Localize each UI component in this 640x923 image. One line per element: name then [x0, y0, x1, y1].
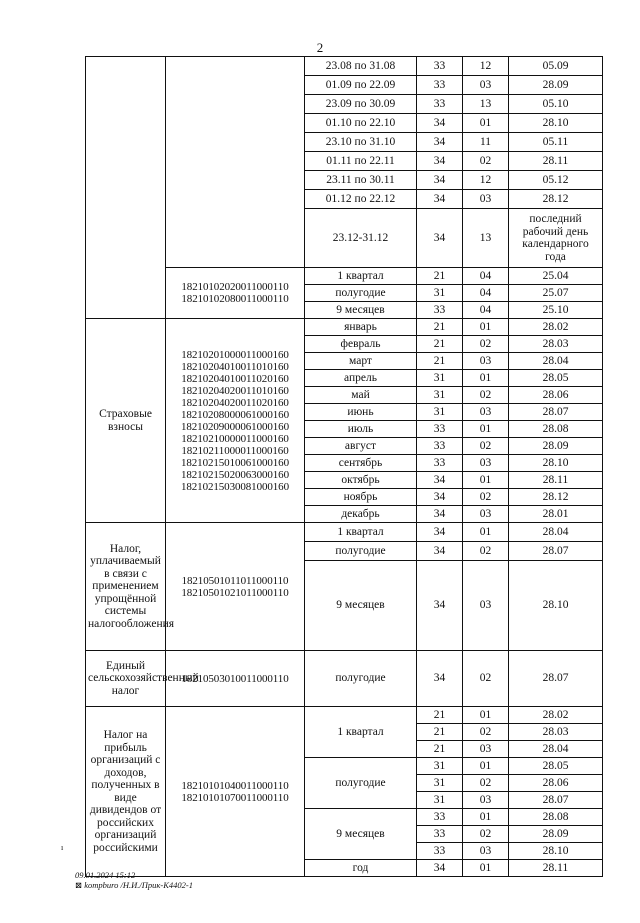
period-cell: 9 месяцев: [305, 809, 417, 860]
code-a-cell: 34: [417, 209, 463, 268]
deadline-cell: 28.09: [509, 76, 603, 95]
code-b-cell: 02: [463, 438, 509, 455]
period-cell: 1 квартал: [305, 523, 417, 542]
deadline-cell: 28.11: [509, 860, 603, 877]
deadline-cell: 28.11: [509, 152, 603, 171]
period-cell: 23.10 по 31.10: [305, 133, 417, 152]
code-a-cell: 31: [417, 775, 463, 792]
code-a-cell: 34: [417, 506, 463, 523]
period-cell: июнь: [305, 404, 417, 421]
kbk-code: 18210215030081000160: [180, 480, 289, 493]
code-a-cell: 34: [417, 523, 463, 542]
code-b-cell: 02: [463, 775, 509, 792]
period-cell: сентябрь: [305, 455, 417, 472]
table-row: [86, 707, 603, 724]
tax-name-cell: Налог на прибыль организаций с доходов, полученных в виде дивидендов от российских организаций российскими: [86, 707, 166, 877]
period-cell: октябрь: [305, 472, 417, 489]
code-a-cell: 33: [417, 843, 463, 860]
deadline-cell: 25.07: [509, 285, 603, 302]
code-a-cell: 34: [417, 190, 463, 209]
period-cell: 9 месяцев: [305, 561, 417, 651]
code-a-cell: 34: [417, 651, 463, 707]
code-b-cell: 03: [463, 455, 509, 472]
code-b-cell: 12: [463, 57, 509, 76]
table-row: [86, 523, 603, 542]
code-b-cell: 01: [463, 809, 509, 826]
code-b-cell: 03: [463, 792, 509, 809]
code-b-cell: 03: [463, 561, 509, 651]
kbk-code: 18210101040011000110: [181, 779, 289, 792]
code-b-cell: 03: [463, 843, 509, 860]
code-b-cell: 01: [463, 319, 509, 336]
period-cell: май: [305, 387, 417, 404]
deadline-cell: 28.06: [509, 775, 603, 792]
period-cell: 23.11 по 30.11: [305, 171, 417, 190]
deadline-cell: 28.12: [509, 190, 603, 209]
code-b-cell: 03: [463, 506, 509, 523]
deadline-cell: 28.12: [509, 489, 603, 506]
code-b-cell: 03: [463, 76, 509, 95]
code-a-cell: 21: [417, 741, 463, 758]
deadline-cell: 25.04: [509, 268, 603, 285]
period-cell: август: [305, 438, 417, 455]
code-b-cell: 04: [463, 302, 509, 319]
deadline-cell: 28.10: [509, 114, 603, 133]
deadline-cell: 28.10: [509, 843, 603, 860]
period-cell: полугодие: [305, 758, 417, 809]
deadline-cell: 05.11: [509, 133, 603, 152]
code-a-cell: 31: [417, 370, 463, 387]
code-b-cell: 03: [463, 190, 509, 209]
deadline-cell: 28.11: [509, 472, 603, 489]
deadline-cell: 28.02: [509, 707, 603, 724]
kbk-code: 18210204010011020160: [181, 372, 289, 385]
period-cell: март: [305, 353, 417, 370]
kbk-cell: [166, 651, 305, 707]
code-a-cell: 33: [417, 826, 463, 843]
kbk-code: 18210211000011000160: [181, 444, 289, 457]
code-a-cell: 33: [417, 95, 463, 114]
code-b-cell: 11: [463, 133, 509, 152]
code-a-cell: 33: [417, 455, 463, 472]
code-a-cell: 21: [417, 268, 463, 285]
code-a-cell: 34: [417, 133, 463, 152]
code-a-cell: 33: [417, 57, 463, 76]
code-a-cell: 34: [417, 860, 463, 877]
code-a-cell: 34: [417, 489, 463, 506]
code-b-cell: 02: [463, 336, 509, 353]
deadline-cell: 28.03: [509, 724, 603, 741]
page-number: 2: [316, 40, 324, 55]
footer-document-id: ⊠ kompburo /Н.И./Прик-К4402-1: [75, 880, 193, 890]
period-cell: 23.08 по 31.08: [305, 57, 417, 76]
kbk-cell: [166, 707, 305, 877]
code-a-cell: 34: [417, 152, 463, 171]
period-cell: ноябрь: [305, 489, 417, 506]
code-b-cell: 02: [463, 542, 509, 561]
code-b-cell: 02: [463, 387, 509, 404]
code-b-cell: 01: [463, 523, 509, 542]
code-b-cell: 01: [463, 472, 509, 489]
code-b-cell: 02: [463, 651, 509, 707]
code-b-cell: 13: [463, 209, 509, 268]
kbk-code: 18210501011011000110: [181, 574, 289, 587]
period-cell: полугодие: [305, 542, 417, 561]
period-cell: год: [305, 860, 417, 877]
table-row: [86, 651, 603, 707]
deadline-cell: 28.07: [509, 404, 603, 421]
period-cell: 9 месяцев: [305, 302, 417, 319]
code-a-cell: 21: [417, 336, 463, 353]
margin-mark: ı: [61, 843, 64, 852]
period-cell: декабрь: [305, 506, 417, 523]
code-a-cell: 34: [417, 561, 463, 651]
deadline-cell: 28.08: [509, 809, 603, 826]
code-a-cell: 33: [417, 438, 463, 455]
period-cell: 01.10 по 22.10: [305, 114, 417, 133]
deadline-cell: 05.09: [509, 57, 603, 76]
period-cell: апрель: [305, 370, 417, 387]
period-cell: 1 квартал: [305, 707, 417, 758]
kbk-code: 18210208000061000160: [180, 408, 289, 421]
deadline-cell: 28.10: [509, 455, 603, 472]
code-b-cell: 01: [463, 860, 509, 877]
deadline-cell: 28.10: [509, 561, 603, 651]
code-b-cell: 12: [463, 171, 509, 190]
code-a-cell: 34: [417, 114, 463, 133]
deadline-cell: последний рабочий день календарного года: [509, 209, 603, 268]
kbk-code: 18210102080011000110: [181, 293, 289, 305]
kbk-cell: [166, 57, 305, 268]
code-a-cell: 33: [417, 809, 463, 826]
code-a-cell: 31: [417, 285, 463, 302]
kbk-code: 18210209000061000160: [180, 420, 289, 433]
table-row: [86, 319, 603, 336]
deadline-cell: 28.04: [509, 353, 603, 370]
period-cell: 01.09 по 22.09: [305, 76, 417, 95]
code-b-cell: 03: [463, 404, 509, 421]
code-b-cell: 01: [463, 758, 509, 775]
deadline-cell: 25.10: [509, 302, 603, 319]
period-cell: полугодие: [305, 285, 417, 302]
tax-name-cell: Налог, уплачиваемый в связи с применением упрощённой системы налогообложения: [86, 523, 166, 651]
deadline-cell: 28.09: [509, 438, 603, 455]
kbk-code: 18210102020011000110: [181, 281, 289, 293]
code-a-cell: 31: [417, 404, 463, 421]
code-a-cell: 34: [417, 542, 463, 561]
period-cell: январь: [305, 319, 417, 336]
period-cell: 01.12 по 22.12: [305, 190, 417, 209]
kbk-code: 18210204010011010160: [181, 360, 289, 373]
period-cell: 1 квартал: [305, 268, 417, 285]
kbk-code: 18210204020011010160: [181, 384, 289, 397]
code-a-cell: 34: [417, 171, 463, 190]
footer-timestamp: 09.01.2024 15:12: [75, 870, 136, 880]
kbk-code: 18210501021011000110: [181, 586, 289, 599]
deadline-cell: 28.05: [509, 370, 603, 387]
period-cell: полугодие: [305, 651, 417, 707]
code-a-cell: 33: [417, 421, 463, 438]
deadline-cell: 28.07: [509, 651, 603, 707]
deadline-cell: 28.07: [509, 792, 603, 809]
code-a-cell: 21: [417, 319, 463, 336]
deadline-cell: 28.06: [509, 387, 603, 404]
period-cell: июль: [305, 421, 417, 438]
code-a-cell: 21: [417, 353, 463, 370]
code-b-cell: 02: [463, 152, 509, 171]
code-b-cell: 03: [463, 353, 509, 370]
kbk-code: 18210503010011000110: [181, 672, 289, 685]
code-a-cell: 21: [417, 724, 463, 741]
kbk-code: 18210215020063000160: [180, 468, 289, 481]
code-b-cell: 03: [463, 741, 509, 758]
code-a-cell: 21: [417, 707, 463, 724]
code-b-cell: 01: [463, 370, 509, 387]
deadline-cell: 28.07: [509, 542, 603, 561]
deadline-cell: 05.12: [509, 171, 603, 190]
deadline-cell: 28.09: [509, 826, 603, 843]
period-cell: 01.11 по 22.11: [305, 152, 417, 171]
deadline-cell: 28.08: [509, 421, 603, 438]
kbk-code: 18210215010061000160: [180, 456, 289, 469]
period-cell: февраль: [305, 336, 417, 353]
code-a-cell: 31: [417, 792, 463, 809]
kbk-code: 18210204020011020160: [181, 396, 289, 409]
kbk-code: 18210101070011000110: [181, 791, 289, 804]
code-a-cell: 31: [417, 758, 463, 775]
code-a-cell: 33: [417, 302, 463, 319]
code-b-cell: 01: [463, 114, 509, 133]
deadline-cell: 28.05: [509, 758, 603, 775]
code-b-cell: 02: [463, 826, 509, 843]
kbk-cell: [166, 523, 305, 651]
code-b-cell: 04: [463, 268, 509, 285]
tax-payment-table: [85, 56, 603, 877]
tax-name-cell: [86, 57, 166, 319]
table-row: [86, 57, 603, 76]
code-b-cell: 01: [463, 707, 509, 724]
deadline-cell: 28.02: [509, 319, 603, 336]
kbk-cell: [166, 319, 305, 523]
tax-name-cell: Единый сельскохозяйственный налог: [86, 651, 166, 707]
kbk-code: 18210201000011000160: [181, 348, 289, 361]
tax-name-cell: Страховые взносы: [86, 319, 166, 523]
code-a-cell: 34: [417, 472, 463, 489]
deadline-cell: 28.03: [509, 336, 603, 353]
period-cell: 23.09 по 30.09: [305, 95, 417, 114]
code-b-cell: 02: [463, 489, 509, 506]
kbk-code: 18210210000011000160: [181, 432, 289, 445]
kbk-cell: [166, 268, 305, 319]
period-cell: 23.12-31.12: [305, 209, 417, 268]
code-b-cell: 04: [463, 285, 509, 302]
deadline-cell: 28.04: [509, 741, 603, 758]
code-b-cell: 13: [463, 95, 509, 114]
code-b-cell: 02: [463, 724, 509, 741]
deadline-cell: 28.01: [509, 506, 603, 523]
deadline-cell: 05.10: [509, 95, 603, 114]
code-a-cell: 31: [417, 387, 463, 404]
deadline-cell: 28.04: [509, 523, 603, 542]
code-a-cell: 33: [417, 76, 463, 95]
code-b-cell: 01: [463, 421, 509, 438]
